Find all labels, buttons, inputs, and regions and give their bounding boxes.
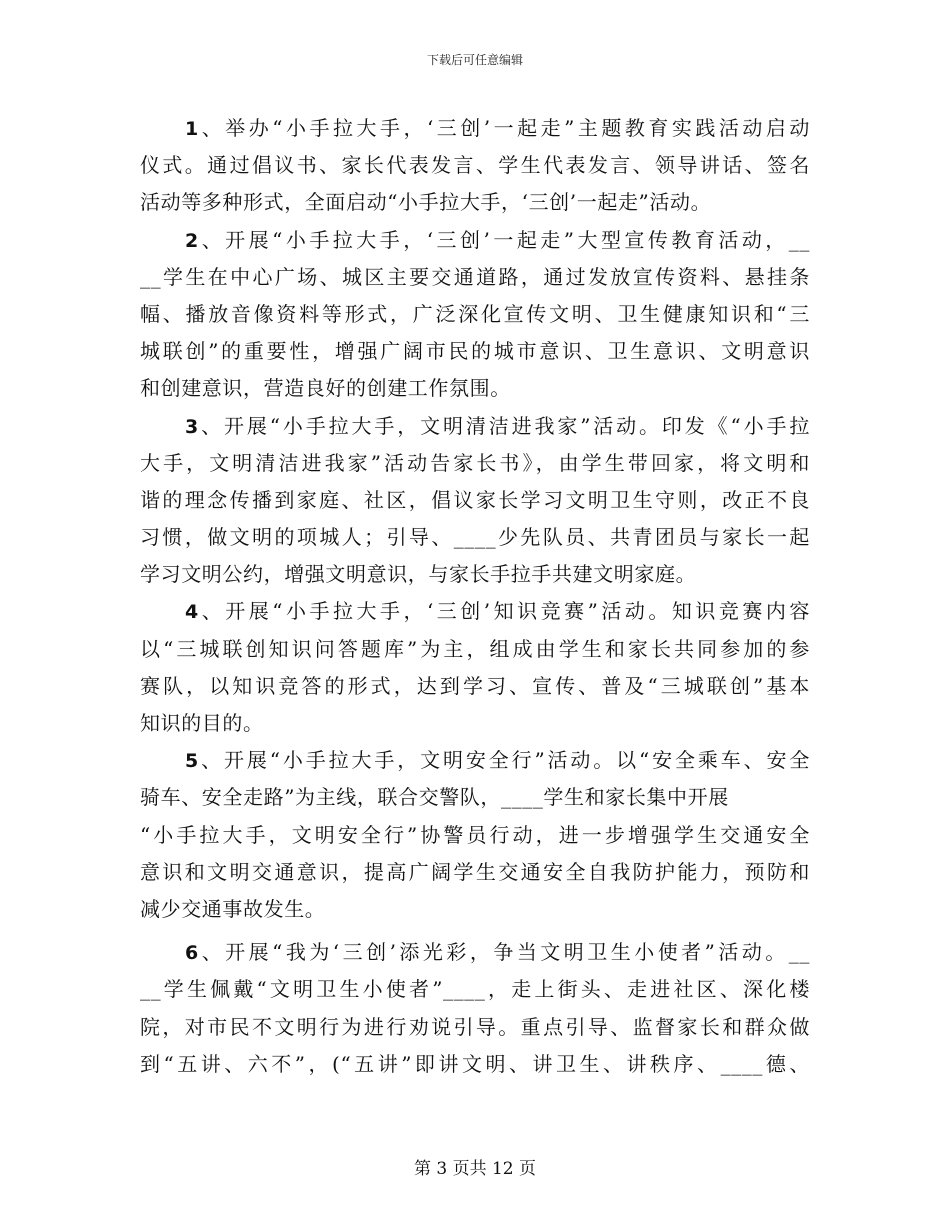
paragraph-line: 5、开展“小手拉大手，文明安全行”活动。以“安全乘车、安全 xyxy=(185,748,810,773)
item-number: 2 xyxy=(185,229,199,252)
paragraph-line: 到“五讲、六不”，(“五讲”即讲文明、讲卫生、讲秩序、____德、 xyxy=(140,1051,810,1076)
paragraph-line: “小手拉大手，文明安全行”协警员行动，进一步增强学生交通安全 xyxy=(140,822,810,847)
paragraph-6 xyxy=(140,934,810,1083)
paragraph-1 xyxy=(140,110,810,222)
item-number: 4 xyxy=(185,601,199,624)
paragraph-line: 减少交通事故发生。 xyxy=(140,896,326,921)
paragraph-line: 以“三城联创知识问答题库”为主，组成由学生和家长共同参加的参 xyxy=(140,636,810,661)
paragraph-line: 城联创”的重要性，增强广阔市民的城市意识、卫生意识、文明意识 xyxy=(140,339,810,364)
paragraph-4 xyxy=(140,593,810,742)
paragraph-line: 学习文明公约，增强文明意识，与家长手拉手共建文明家庭。 xyxy=(140,562,697,587)
paragraph-line: 1、举办“小手拉大手，‘三创’一起走”主题教育实践活动启动 xyxy=(185,116,810,140)
paragraph-line: 大手，文明清洁进我家”活动告家长书》，由学生带回家，将文明和 xyxy=(140,450,810,475)
item-number: 3 xyxy=(185,415,199,438)
paragraph-line: 仪式。通过倡议书、家长代表发言、学生代表发言、领导讲话、签名 xyxy=(140,153,810,178)
paragraph-line: __学生在中心广场、城区主要交通道路，通过发放宣传资料、悬挂条 xyxy=(140,264,810,289)
paragraph-line: 幅、播放音像资料等形式，广泛深化宣传文明、卫生健康知识和“三 xyxy=(140,301,810,326)
page-header: 下载后可任意编辑 xyxy=(426,53,523,67)
paragraph-line: 院，对市民不文明行为进行劝说引导。重点引导、监督家长和群众做 xyxy=(140,1014,810,1039)
paragraph-line: 骑车、安全走路”为主线，联合交警队，____学生和家长集中开展 xyxy=(140,785,729,810)
paragraph-line: 2、开展“小手拉大手，‘三创’一起走”大型宣传教育活动，__ xyxy=(185,227,810,252)
paragraph-2 xyxy=(140,222,810,408)
paragraph-line: 意识和文明交通意识，提高广阔学生交通安全自我防护能力，预防和 xyxy=(140,859,810,884)
paragraph-line: 知识的目的。 xyxy=(140,711,264,735)
item-number: 5 xyxy=(185,750,199,773)
paragraph-line: 习惯，做文明的项城人；引导、____少先队员、共青团员与家长一起 xyxy=(140,525,810,550)
paragraph-line: 赛队，以知识竞答的形式，达到学习、宣传、普及“三城联创”基本 xyxy=(140,673,810,698)
item-number: 1 xyxy=(185,118,199,140)
item-number: 6 xyxy=(185,942,199,965)
paragraph-line: 活动等多种形式，全面启动“小手拉大手，‘三创’一起走”活动。 xyxy=(140,190,712,215)
paragraph-line: 3、开展“小手拉大手，文明清洁进我家”活动。印发《“小手拉 xyxy=(185,413,810,438)
paragraph-line: 和创建意识，营造良好的创建工作氛围。 xyxy=(140,376,511,401)
paragraph-line: 6、开展“我为‘三创’添光彩，争当文明卫生小使者”活动。__ xyxy=(185,940,810,965)
paragraph-5 xyxy=(140,742,810,928)
document-body xyxy=(140,110,810,1083)
paragraph-3 xyxy=(140,408,810,594)
paragraph-line: 谐的理念传播到家庭、社区，倡议家长学习文明卫生守则，改正不良 xyxy=(140,487,810,512)
page-footer: 第 3 页共 12 页 xyxy=(413,1159,537,1179)
paragraph-line: 4、开展“小手拉大手，‘三创’知识竞赛”活动。知识竞赛内容 xyxy=(185,599,810,624)
paragraph-line: __学生佩戴“文明卫生小使者”____，走上街头、走进社区、深化楼 xyxy=(140,977,810,1002)
